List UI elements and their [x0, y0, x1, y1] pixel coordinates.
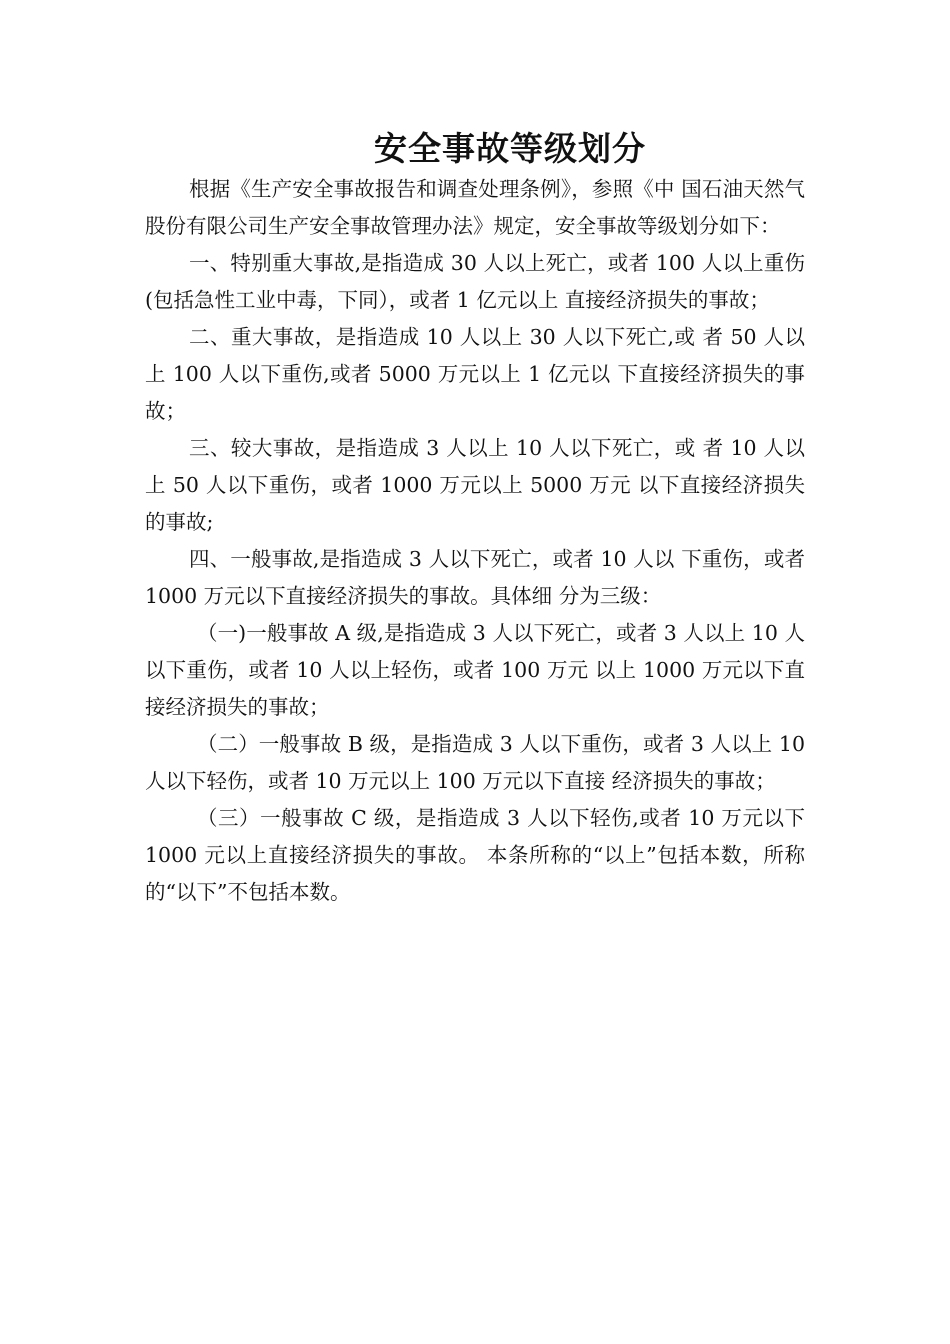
sublevel-a-paragraph: （一)一般事故 A 级,是指造成 3 人以下死亡，或者 3 人以上 10 人以下重伤，或者 10 人以上轻伤，或者 100 万元 以上 1000 万元以下直接经济损失的事故；: [145, 621, 805, 719]
sublevel-c-paragraph: （三）一般事故 C 级，是指造成 3 人以下轻伤,或者 10 万元以下 1000 元以上直接经济损失的事故。 本条所称的“以上”包括本数，所称的“以下”不包括本数。: [145, 806, 805, 904]
document-body: [145, 171, 805, 911]
level-1-paragraph: 一、特别重大事故,是指造成 30 人以上死亡，或者 100 人以上重伤(包括急性工业中毒，下同），或者 1 亿元以上 直接经济损失的事故；: [145, 251, 805, 312]
document-title: 安全事故等级划分: [374, 129, 646, 168]
level-2-paragraph: 二、重大事故，是指造成 10 人以上 30 人以下死亡,或 者 50 人以上 100 人以下重伤,或者 5000 万元以上 1 亿元以 下直接经济损失的事故；: [145, 325, 805, 423]
level-3-paragraph: 三、较大事故，是指造成 3 人以上 10 人以下死亡，或 者 10 人以上 50 人以下重伤，或者 1000 万元以上 5000 万元 以下直接经济损失的事故;: [145, 436, 805, 534]
intro-paragraph: 根据《生产安全事故报告和调查处理条例》，参照《中 国石油天然气股份有限公司生产安全事故管理办法》规定，安全事故等级划分如下：: [145, 177, 805, 238]
sublevel-b-paragraph: （二）一般事故 B 级，是指造成 3 人以下重伤，或者 3 人以上 10 人以下轻伤，或者 10 万元以上 100 万元以下直接 经济损失的事故；: [145, 732, 805, 793]
level-4-paragraph: 四、一般事故,是指造成 3 人以下死亡，或者 10 人以 下重伤，或者 1000 万元以下直接经济损失的事故。具体细 分为三级：: [145, 547, 805, 608]
